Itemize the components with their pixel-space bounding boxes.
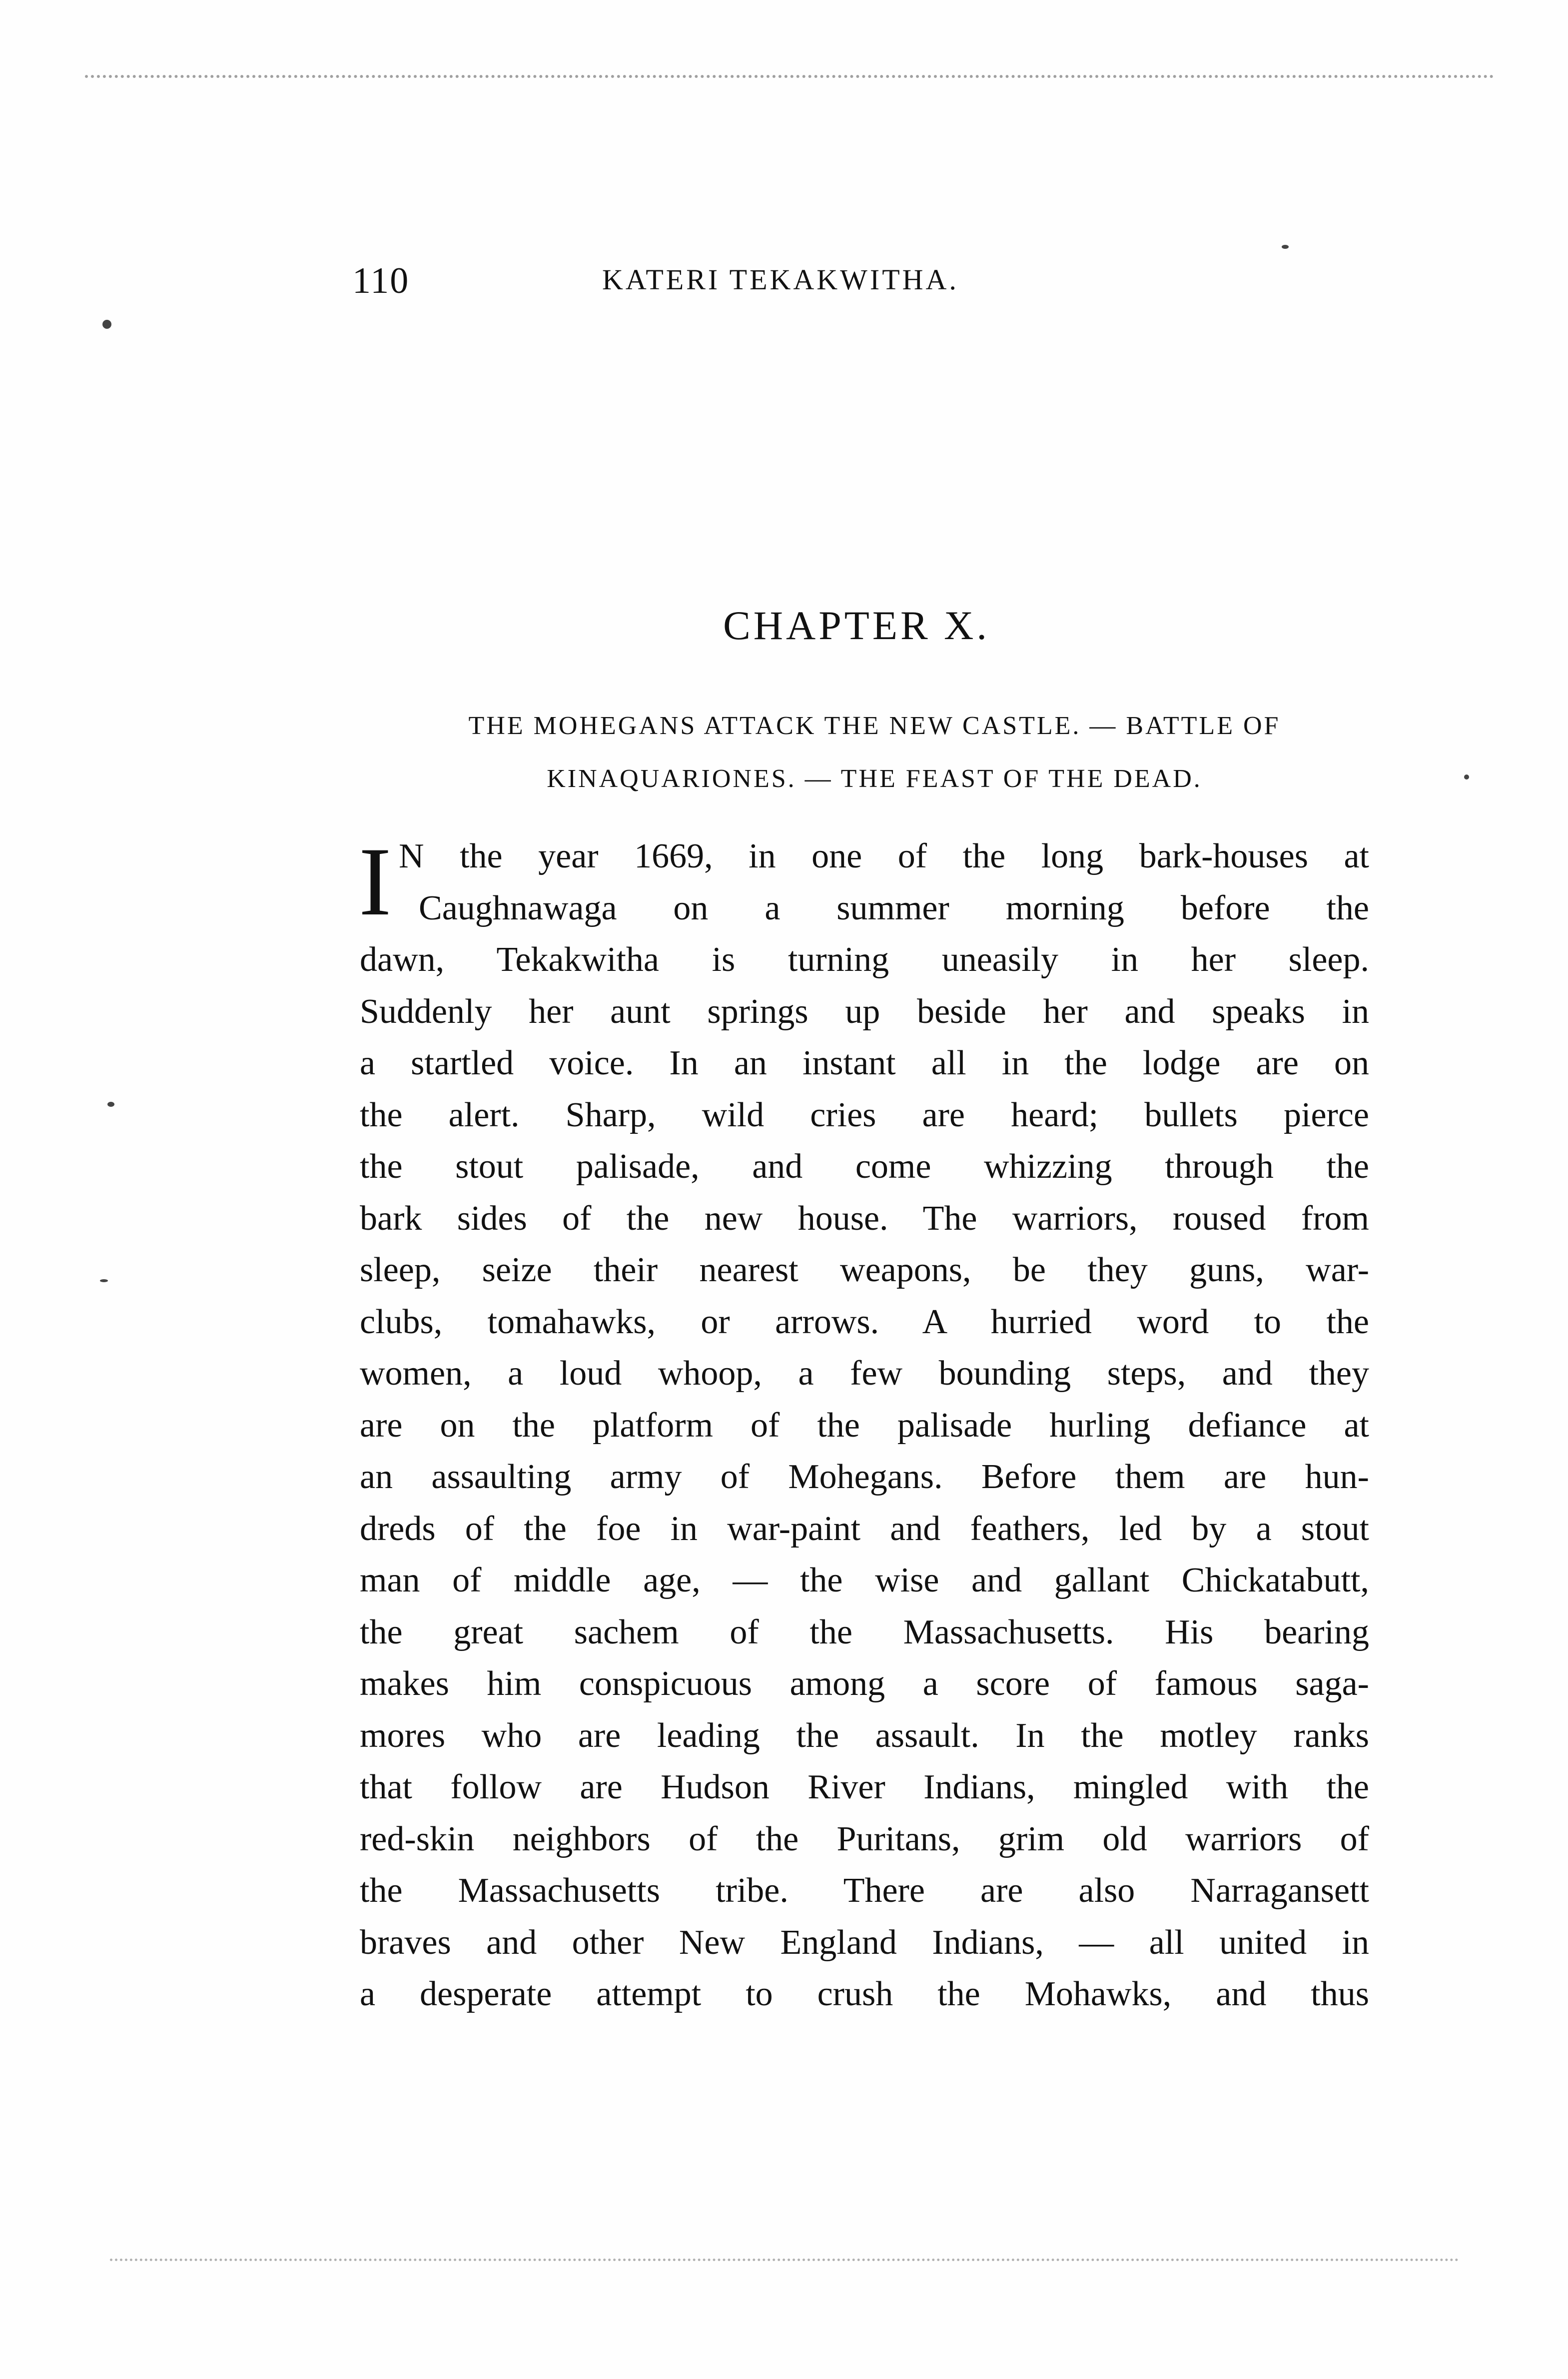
chapter-subtitle — [380, 700, 1369, 805]
body-text — [359, 827, 1369, 2020]
ink-speck — [1282, 245, 1289, 249]
page-header — [352, 260, 1302, 320]
ink-speck — [102, 320, 111, 329]
text-line: Suddenly her aunt springs up beside her and speaks in — [360, 992, 1369, 1031]
text-line: makes him conspicuous among a score of famous saga- — [360, 1664, 1369, 1703]
chapter-subtitle-line: KINAQUARIONES. — THE FEAST OF THE DEAD. — [547, 765, 1202, 793]
chapter-title: CHAPTER X. — [723, 603, 990, 648]
text-line: the great sachem of the Massachusetts. His bearing — [360, 1612, 1369, 1651]
text-line: the alert. Sharp, wild cries are heard; bullets pierce — [360, 1095, 1369, 1134]
text-line: N the year 1669, in one of the long bark-houses at — [399, 837, 1369, 875]
page-edge-noise-top — [85, 75, 1494, 98]
text-line: a desperate attempt to crush the Mohawks, and thus — [360, 1975, 1369, 2013]
text-line: dawn, Tekakwitha is turning uneasily in her sleep. — [360, 940, 1369, 979]
text-line: the stout palisade, and come whizzing through the — [360, 1147, 1369, 1186]
text-line: clubs, tomahawks, or arrows. A hurried word to the — [360, 1302, 1369, 1341]
text-line: an assaulting army of Mohegans. Before them are hun- — [360, 1458, 1369, 1496]
drop-cap: I — [359, 827, 392, 936]
running-title: KATERI TEKAKWITHA. — [602, 263, 959, 296]
text-line: Caughnawaga on a summer morning before the — [419, 888, 1369, 927]
text-line: the Massachusetts tribe. There are also Narragansett — [360, 1871, 1369, 1910]
text-line: that follow are Hudson River Indians, mingled with the — [360, 1768, 1369, 1806]
text-line: are on the platform of the palisade hurling defiance at — [360, 1406, 1369, 1445]
text-line: man of middle age, — the wise and gallant Chickatabutt, — [360, 1561, 1369, 1599]
page-number: 110 — [352, 260, 410, 301]
ink-speck — [1464, 775, 1469, 780]
text-line: sleep, seize their nearest weapons, be they guns, war- — [360, 1251, 1369, 1289]
ink-speck — [100, 1279, 108, 1282]
text-line: bark sides of the new house. The warriors, roused from — [360, 1199, 1369, 1238]
text-line: red-skin neighbors of the Puritans, grim old warriors of — [360, 1819, 1369, 1858]
ink-speck — [107, 1102, 114, 1107]
text-line: mores who are leading the assault. In the motley ranks — [360, 1716, 1369, 1755]
text-line: braves and other New England Indians, — all united in — [360, 1923, 1369, 1962]
text-line: a startled voice. In an instant all in the lodge are on — [360, 1044, 1369, 1082]
chapter-subtitle-line: THE MOHEGANS ATTACK THE NEW CASTLE. — BATTLE OF — [468, 712, 1281, 740]
page-edge-noise-bottom — [110, 2259, 1459, 2271]
text-line: women, a loud whoop, a few bounding steps, and they — [360, 1354, 1369, 1393]
text-line: dreds of the foe in war-paint and feathers, led by a stout — [360, 1509, 1369, 1548]
